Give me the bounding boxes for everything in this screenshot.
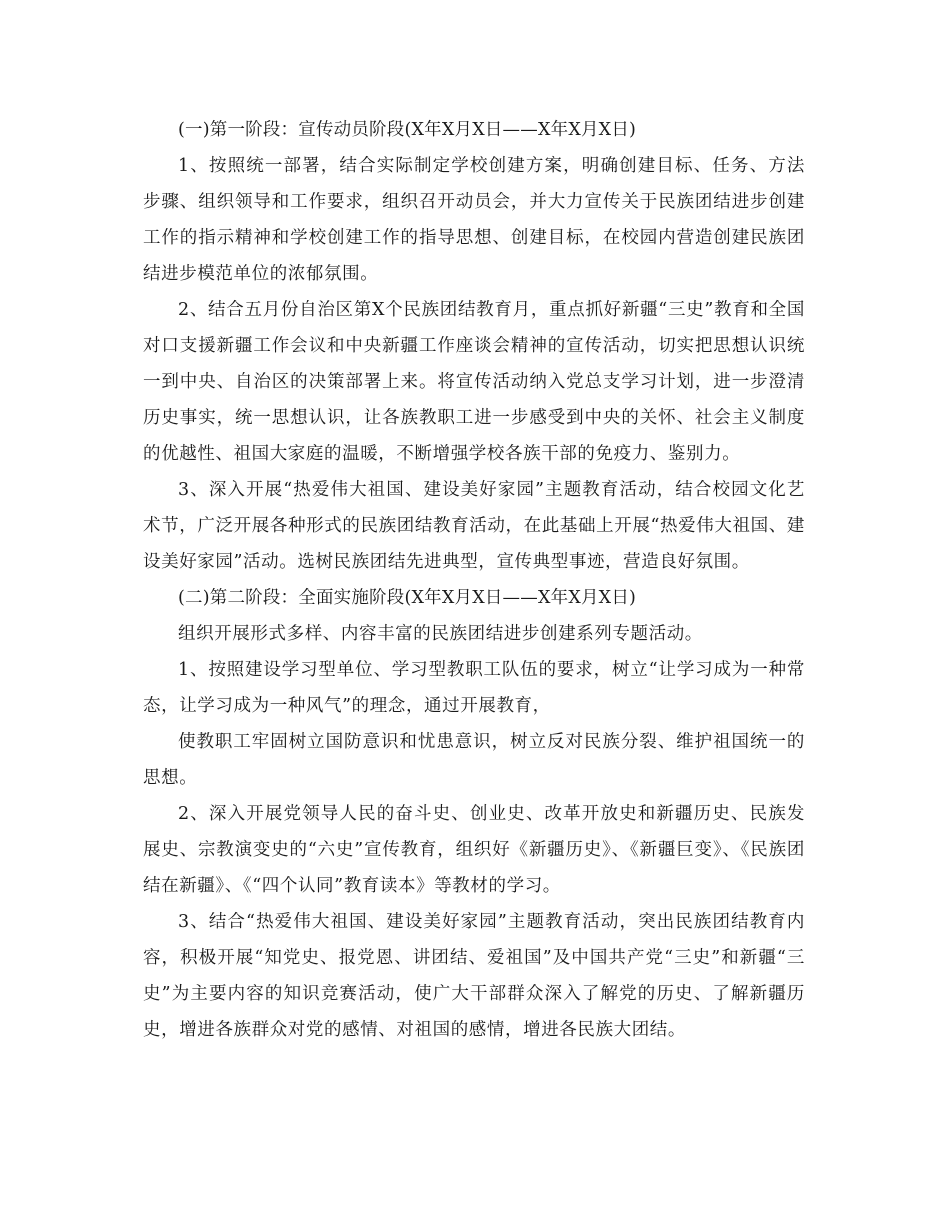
stage-one-item-3: 3、深入开展“热爱伟大祖国、建设美好家园”主题教育活动，结合校园文化艺术节，广泛开展各种形式的民族团结教育活动，在此基础上开展“热爱伟大祖国、建设美好家园”活动。选树民族团结先进典型，宣传典型事迹，营造良好氛围。	[143, 480, 805, 572]
stage-one-heading: (一)第一阶段：宣传动员阶段(X年X月X日——X年X月X日)	[178, 120, 637, 140]
stage-two-item-2: 2、深入开展党领导人民的奋斗史、创业史、改革开放史和新疆历史、民族发展史、宗教演变史的“六史”宣传教育，组织好《新疆历史》、《新疆巨变》、《民族团结在新疆》、《“四个认同”教育读本》等教材的学习。	[143, 804, 805, 896]
stage-two-intro: 组织开展形式多样、内容丰富的民族团结进步创建系列专题活动。	[178, 624, 703, 644]
stage-two-item-3: 3、结合“热爱伟大祖国、建设美好家园”主题教育活动，突出民族团结教育内容，积极开展“知党史、报党恩、讲团结、爱祖国”及中国共产党“三史”和新疆“三史”为主要内容的知识竞赛活动，使广大干部群众深入了解党的历史、了解新疆历史，增进各族群众对党的感情、对祖国的感情，增进各民族大团结。	[143, 912, 805, 1040]
stage-two-item-1: 1、按照建设学习型单位、学习型教职工队伍的要求，树立“让学习成为一种常态，让学习成为一种风气”的理念，通过开展教育，	[143, 660, 805, 716]
document-body	[143, 112, 805, 1048]
stage-two-item-1-continued: 使教职工牢固树立国防意识和忧患意识，树立反对民族分裂、维护祖国统一的思想。	[143, 732, 805, 788]
stage-one-item-1: 1、按照统一部署，结合实际制定学校创建方案，明确创建目标、任务、方法步骤、组织领导和工作要求，组织召开动员会，并大力宣传关于民族团结进步创建工作的指示精神和学校创建工作的指导思想、创建目标，在校园内营造创建民族团结进步模范单位的浓郁氛围。	[143, 156, 805, 284]
stage-one-item-2: 2、结合五月份自治区第X个民族团结教育月，重点抓好新疆“三史”教育和全国对口支援新疆工作会议和中央新疆工作座谈会精神的宣传活动，切实把思想认识统一到中央、自治区的决策部署上来。将宣传活动纳入党总支学习计划，进一步澄清历史事实，统一思想认识，让各族教职工进一步感受到中央的关怀、社会主义制度的优越性、祖国大家庭的温暖，不断增强学校各族干部的免疫力、鉴别力。	[143, 300, 805, 464]
stage-two-heading: (二)第二阶段：全面实施阶段(X年X月X日——X年X月X日)	[178, 588, 637, 608]
